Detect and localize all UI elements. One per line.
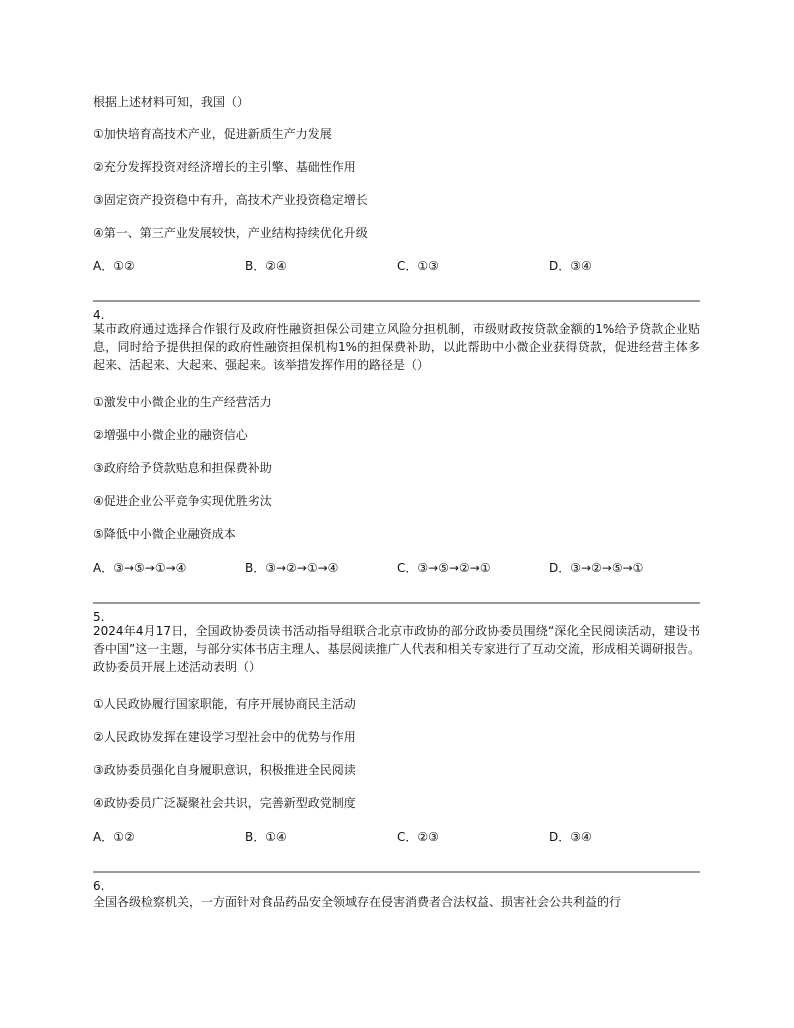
q5-statement-1: ①人民政协履行国家职能，有序开展协商民主活动 bbox=[93, 697, 356, 711]
q3-option-c[interactable]: C．①③ bbox=[397, 259, 439, 273]
q3-statement-1: ①加快培育高技术产业，促进新质生产力发展 bbox=[93, 127, 332, 141]
q4-statement-5: ⑤降低中小微企业融资成本 bbox=[93, 527, 236, 541]
q4-option-b[interactable]: B．③→②→①→④ bbox=[245, 561, 339, 575]
q5-option-d[interactable]: D．③④ bbox=[549, 830, 592, 844]
q3-options bbox=[93, 258, 700, 274]
q3-statement-4: ④第一、第三产业发展较快，产业结构持续优化升级 bbox=[93, 226, 368, 240]
q5-statement-2: ②人民政协发挥在建设学习型社会中的优势与作用 bbox=[93, 730, 356, 744]
q4-options bbox=[93, 560, 700, 576]
q4-statement-4: ④促进企业公平竞争实现优胜劣汰 bbox=[93, 494, 272, 508]
divider-rule bbox=[93, 300, 700, 302]
q3-option-d[interactable]: D．③④ bbox=[549, 259, 592, 273]
q4-statement-2: ②增强中小微企业的融资信心 bbox=[93, 428, 248, 442]
q4-statement-1: ①激发中小微企业的生产经营活力 bbox=[93, 395, 272, 409]
q4-option-c[interactable]: C．③→⑤→②→① bbox=[397, 561, 491, 575]
q5-option-b[interactable]: B．①④ bbox=[245, 830, 287, 844]
q6-stem: 全国各级检察机关，一方面针对食品药品安全领域存在侵害消费者合法权益、损害社会公共利益的行 bbox=[93, 895, 622, 909]
divider-rule bbox=[93, 602, 700, 604]
q6-number: 6. bbox=[93, 879, 105, 893]
divider-rule bbox=[93, 871, 700, 873]
q5-option-a[interactable]: A．①② bbox=[93, 830, 135, 844]
q4-option-a[interactable]: A．③→⑤→①→④ bbox=[93, 561, 187, 575]
q5-statement-4: ④政协委员广泛凝聚社会共识，完善新型政党制度 bbox=[93, 796, 356, 810]
q5-options bbox=[93, 829, 700, 845]
q5-number: 5. bbox=[93, 610, 105, 624]
q5-statement-3: ③政协委员强化自身履职意识，积极推进全民阅读 bbox=[93, 763, 356, 777]
q4-stem: 某市政府通过选择合作银行及政府性融资担保公司建立风险分担机制，市级财政按贷款金额的1%给予贷款企业贴息，同时给予提供担保的政府性融资担保机构1%的担保费补助，以此帮助中小微企业获得贷款，促进经营主体多起来、活起来、大起来、强起来。该举措发挥作用的路径是（） bbox=[93, 322, 700, 372]
q3-statement-3: ③固定资产投资稳中有升，高技术产业投资稳定增长 bbox=[93, 193, 368, 207]
q3-option-b[interactable]: B．②④ bbox=[245, 259, 287, 273]
q5-stem: 2024年4月17日，全国政协委员读书活动指导组联合北京市政协的部分政协委员围绕“深化全民阅读活动，建设书香中国”这一主题，与部分实体书店主理人、基层阅读推广人代表和相关专家进行了互动交流，形成相关调研报告。政协委员开展上述活动表明（） bbox=[93, 624, 700, 674]
q3-option-a[interactable]: A．①② bbox=[93, 259, 135, 273]
q3-stem: 根据上述材料可知，我国（） bbox=[93, 95, 250, 109]
q5-option-c[interactable]: C．②③ bbox=[397, 830, 439, 844]
q3-statement-2: ②充分发挥投资对经济增长的主引擎、基础性作用 bbox=[93, 160, 356, 174]
q4-statement-3: ③政府给予贷款贴息和担保费补助 bbox=[93, 461, 272, 475]
q4-option-d[interactable]: D．③→②→⑤→① bbox=[549, 561, 644, 575]
q4-number: 4. bbox=[93, 308, 105, 322]
